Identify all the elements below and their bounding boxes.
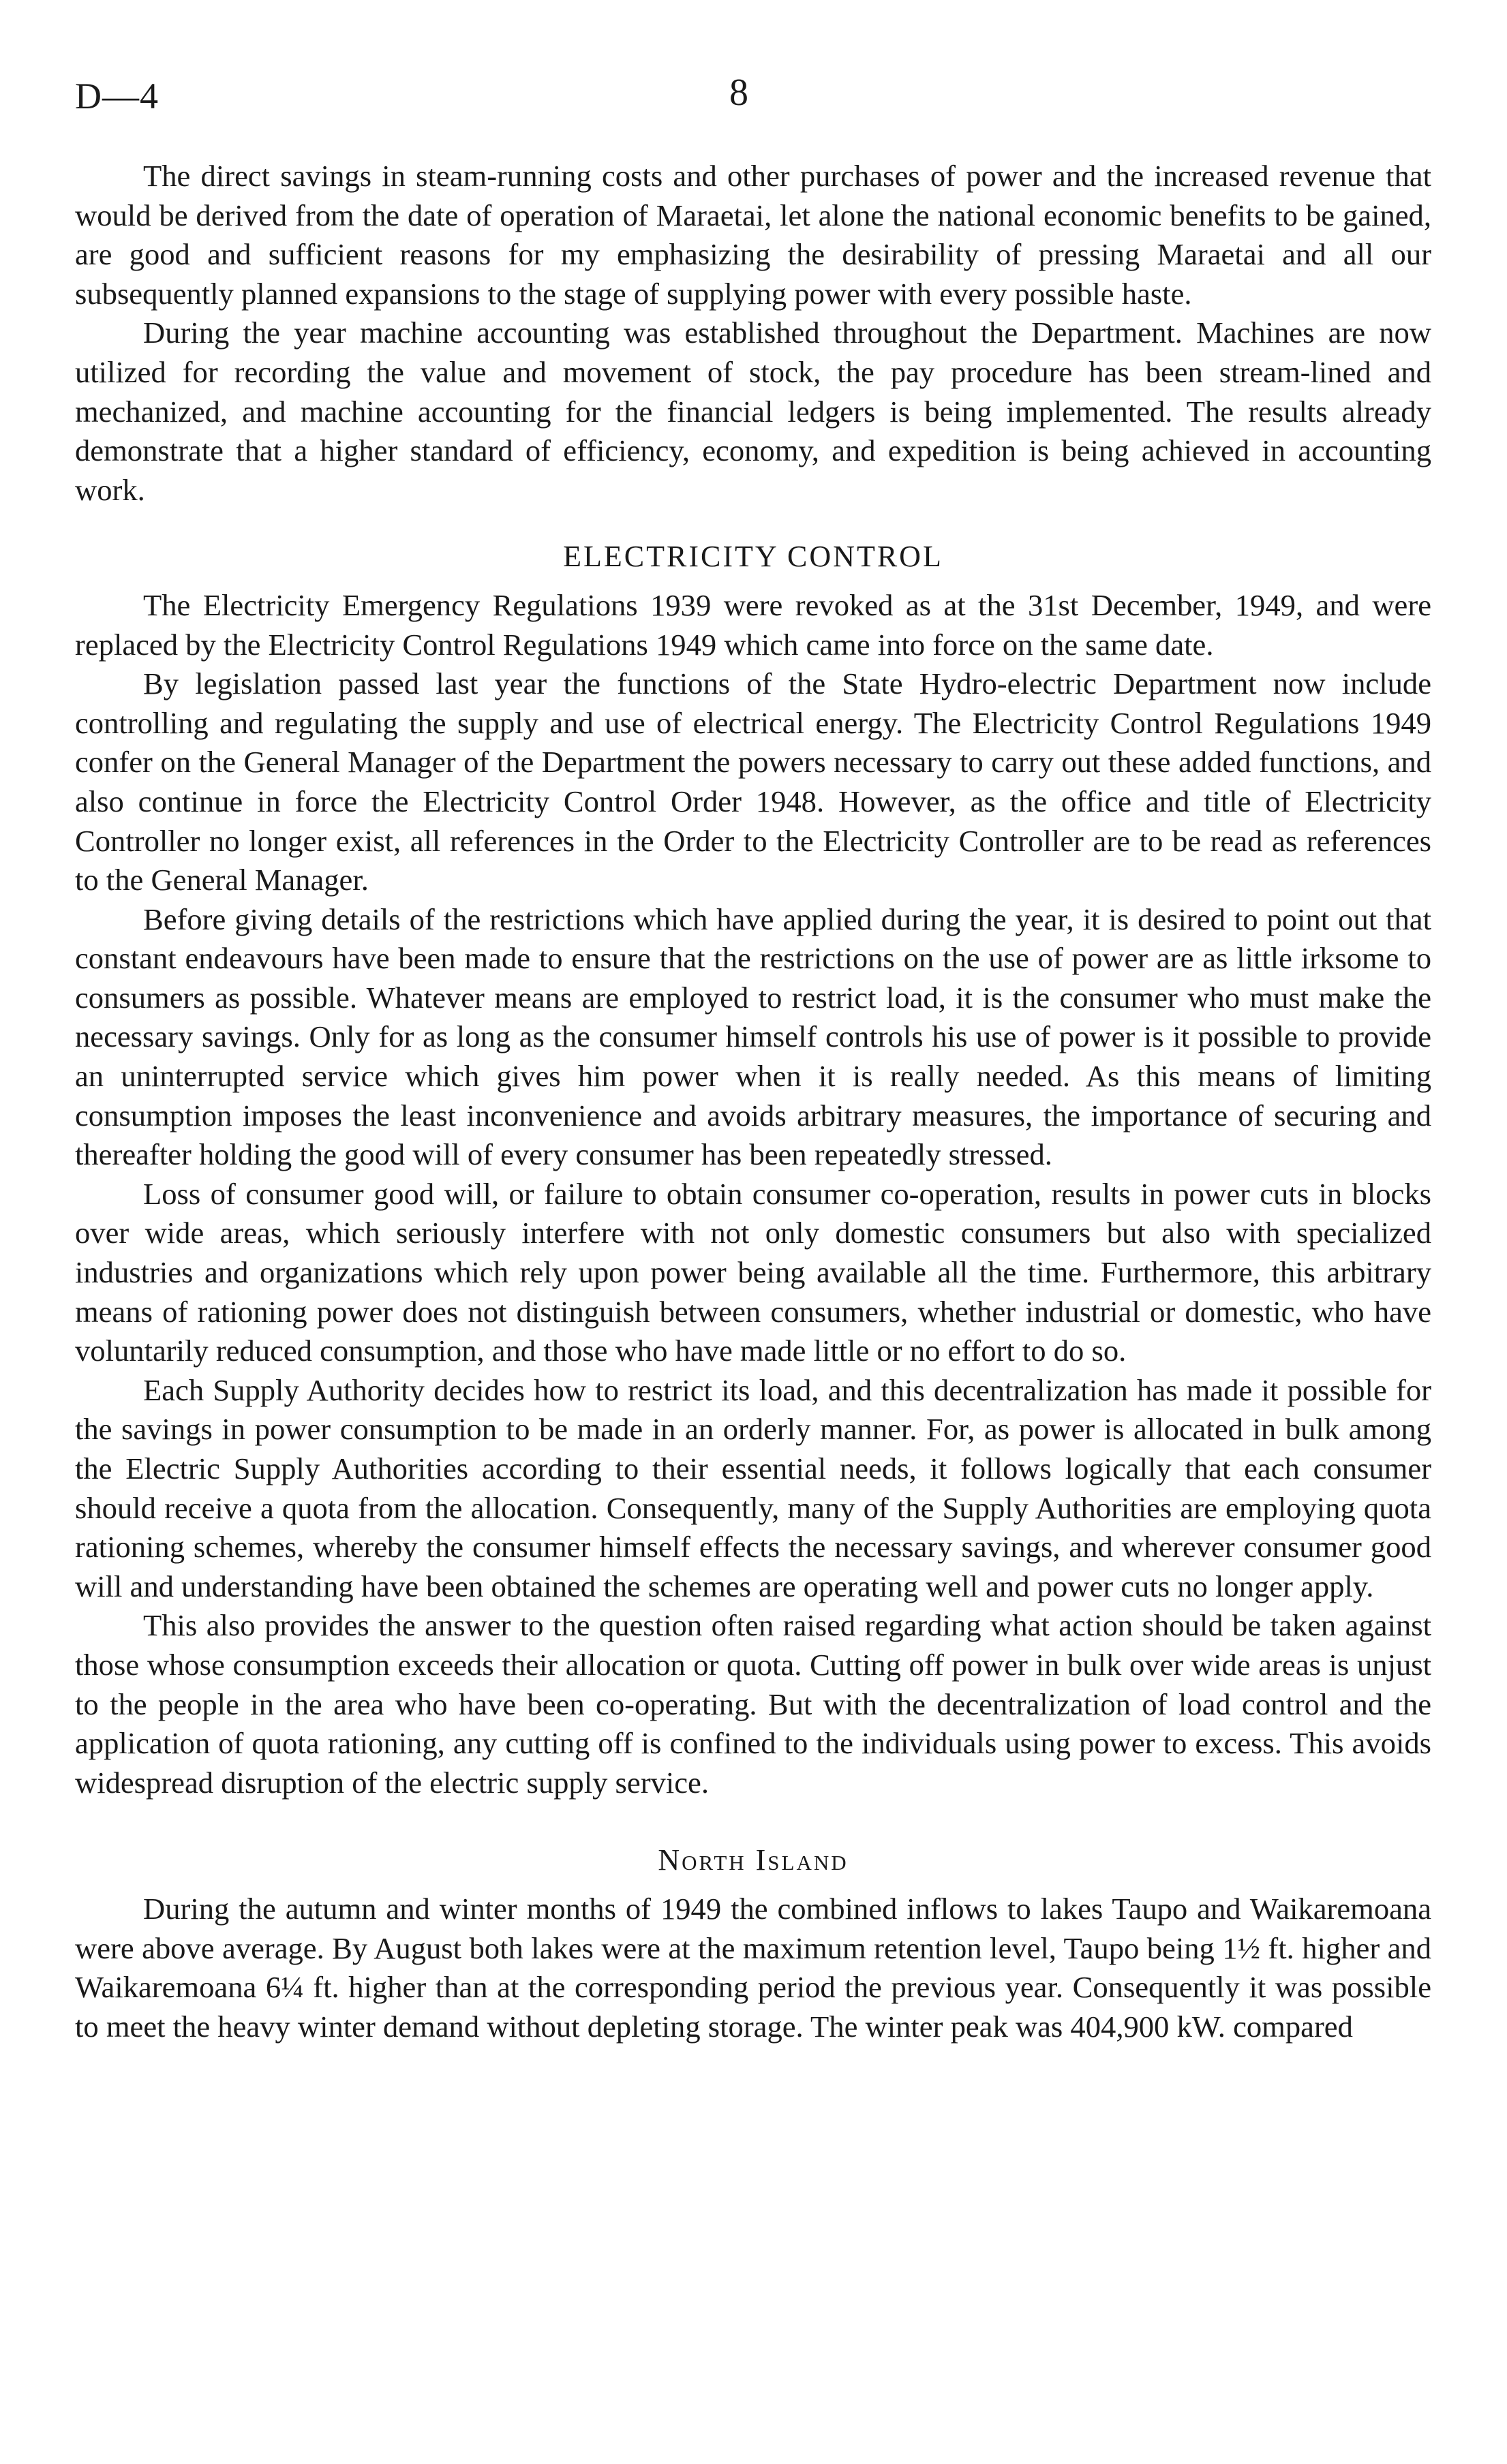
section-heading-electricity-control: ELECTRICITY CONTROL — [563, 540, 943, 574]
running-header — [75, 61, 1431, 116]
paragraph: The direct savings in steam-running costs and other purchases of power and the increased revenue that would be derived from the date of operation of Maraetai, let alone the national economic benefits to be gained, are good and sufficient reasons for my emphasizing the desirability of pressing Maraetai and all our subsequently planned expansions to the stage of supplying power with every possible haste. — [75, 159, 1431, 311]
document-page — [75, 61, 1431, 2046]
paragraph: Loss of consumer good will, or failure to obtain consumer co-operation, results in power cuts in blocks over wide areas, which seriously interfere with not only domestic consumers but also with specialized industries and organizations which rely upon power being available all the time. Furthermore, this arbitrary means of rationing power does not distinguish between consumers, whether industrial or domestic, who have voluntarily reduced consumption, and those who have made little or no effort to do so. — [75, 1176, 1431, 1368]
paragraph: The Electricity Emergency Regulations 1939 were revoked as at the 31st December, 1949, and were replaced by the Electricity Control Regulations 1949 which came into force on the same date. — [75, 587, 1431, 662]
paragraph: Before giving details of the restrictions which have applied during the year, it is desired to point out that constant endeavours have been made to ensure that the restrictions on the use of power are as little irksome to consumers as possible. Whatever means are employed to restrict load, it is the consumer who must make the necessary savings. Only for as long as the consumer himself controls his use of power is it possible to provide an uninterrupted service which gives him power when it is really needed. As this means of limiting consumption imposes the least inconvenience and avoids arbitrary measures, the importance of securing and thereafter holding the good will of every consumer has been repeatedly stressed. — [75, 902, 1431, 1172]
section-heading-north-island: North Island — [658, 1843, 849, 1877]
paragraph: Each Supply Authority decides how to restrict its load, and this decentralization has made it possible for the savings in power consumption to be made in an orderly manner. For, as power is allocated in bulk among the Electric Supply Authorities according to their essential needs, it follows logically that each consumer should receive a quota from the allocation. Consequently, many of the Supply Authorities are employing quota rationing schemes, whereby the consumer himself effects the necessary savings, and wherever consumer good will and understanding have been obtained the schemes are operating well and power cuts no longer apply. — [75, 1372, 1431, 1603]
document-body — [75, 157, 1431, 2046]
document-reference: D—4 — [75, 76, 159, 117]
paragraph: By legislation passed last year the functions of the State Hydro-electric Department now include controlling and regulating the supply and use of electrical energy. The Electricity Control Regulations 1949 confer on the General Manager of the Department the powers necessary to carry out these added functions, and also continue in force the Electricity Control Order 1948. However, as the office and title of Electricity Controller no longer exist, all references in the Order to the Electricity Controller are to be read as references to the General Manager. — [75, 666, 1431, 897]
paragraph: During the year machine accounting was established throughout the Department. Machines are now utilized for recording the value and movement of stock, the pay procedure has been stream-lined and mechanized, and machine accounting for the financial ledgers is being implemented. The results already demonstrate that a higher standard of efficiency, economy, and expedition is being achieved in accounting work. — [75, 315, 1431, 507]
page-number: 8 — [729, 72, 748, 114]
paragraph: This also provides the answer to the question often raised regarding what action should be taken against those whose consumption exceeds their allocation or quota. Cutting off power in bulk over wide areas is unjust to the people in the area who have been co-operating. But with the decentralization of load control and the application of quota rationing, any cutting off is confined to the individuals using power to excess. This avoids widespread disruption of the electric supply service. — [75, 1608, 1431, 1800]
paragraph: During the autumn and winter months of 1949 the combined inflows to lakes Taupo and Waikaremoana were above average. By August both lakes were at the maximum retention level, Taupo being 1½ ft. higher and Waikaremoana 6¼ ft. higher than at the corresponding period the previous year. Consequently it was possible to meet the heavy winter demand without depleting storage. The winter peak was 404,900 kW. compared — [75, 1891, 1431, 2044]
